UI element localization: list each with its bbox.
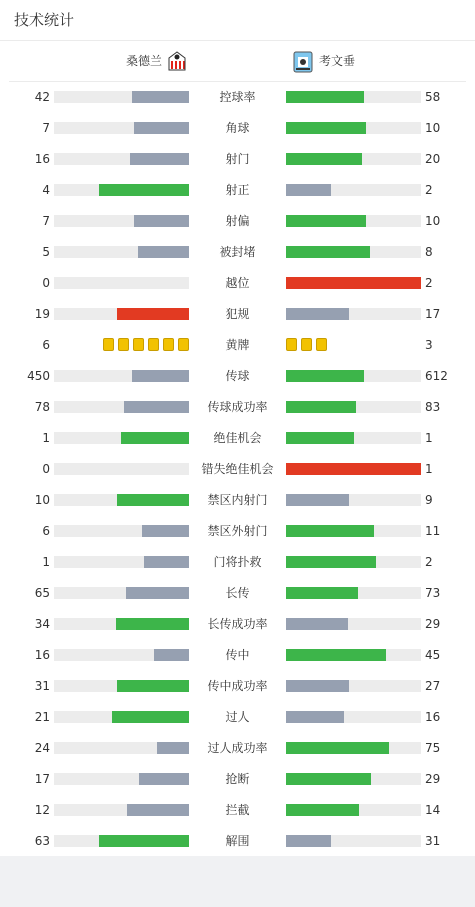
stat-row: [0, 833, 475, 849]
home-bar-fill: [132, 370, 189, 382]
stat-row: [0, 399, 475, 415]
home-bar-track: [54, 401, 189, 413]
home-value: 7: [42, 214, 50, 228]
home-bar-fill: [117, 308, 189, 320]
away-value: 1: [425, 462, 433, 476]
away-team-name: 考文垂: [319, 54, 356, 68]
header-divider: [9, 81, 466, 82]
home-bar-fill: [116, 618, 189, 630]
home-value: 7: [42, 121, 50, 135]
away-value: 75: [425, 741, 441, 755]
away-value: 20: [425, 152, 441, 166]
home-bar-fill: [138, 246, 189, 258]
away-bar-fill: [286, 618, 348, 630]
home-value: 0: [42, 462, 50, 476]
home-bar-fill: [126, 587, 189, 599]
home-bar-track: [54, 711, 189, 723]
home-bar-fill: [130, 153, 189, 165]
stat-label: 拦截: [225, 803, 250, 817]
away-bar-fill: [286, 742, 389, 754]
away-value: 2: [425, 555, 433, 569]
home-value: 6: [42, 338, 50, 352]
away-bar-track: [286, 525, 421, 537]
stat-row: [0, 120, 475, 136]
away-bar-track: [286, 587, 421, 599]
home-bar-fill: [132, 91, 189, 103]
away-bar-fill: [286, 91, 364, 103]
stat-label: 射偏: [225, 214, 250, 228]
away-bar-fill: [286, 556, 376, 568]
stat-label: 传中: [225, 648, 250, 662]
yellow-card-icon: [133, 338, 144, 351]
home-bar-fill: [142, 525, 189, 537]
home-bar-track: [54, 153, 189, 165]
yellow-card-icon: [286, 338, 297, 351]
stat-label: 角球: [225, 121, 250, 135]
stat-label: 长传: [225, 586, 250, 600]
away-bar-track: [286, 277, 421, 289]
away-bar-track: [286, 556, 421, 568]
away-bar-track: [286, 773, 421, 785]
yellow-card-icon: [301, 338, 312, 351]
away-bar-fill: [286, 525, 374, 537]
stat-label: 越位: [225, 276, 250, 290]
away-bar-fill: [286, 835, 331, 847]
home-bar-fill: [99, 184, 189, 196]
stat-row: [0, 585, 475, 601]
home-value: 24: [34, 741, 50, 755]
away-value: 1: [425, 431, 433, 445]
away-bar-track: [286, 680, 421, 692]
home-value: 1: [42, 431, 50, 445]
stat-label: 门将扑救: [213, 555, 262, 569]
home-bar-fill: [117, 494, 189, 506]
yellow-card-icon: [118, 338, 129, 351]
home-value: 1: [42, 555, 50, 569]
away-bar-track: [286, 215, 421, 227]
yellow-card-icon: [316, 338, 327, 351]
stat-label: 犯规: [225, 307, 250, 321]
home-bar-fill: [124, 401, 189, 413]
away-value: 27: [425, 679, 441, 693]
home-value: 65: [34, 586, 50, 600]
away-value: 3: [425, 338, 433, 352]
away-value: 29: [425, 772, 441, 786]
away-bar-fill: [286, 649, 386, 661]
home-value: 4: [42, 183, 50, 197]
home-value: 78: [34, 400, 50, 414]
home-value: 19: [34, 307, 50, 321]
home-bar-track: [54, 91, 189, 103]
stat-label: 黄牌: [225, 338, 250, 352]
home-bar-track: [54, 277, 189, 289]
away-bar-track: [286, 835, 421, 847]
away-bar-track: [286, 91, 421, 103]
yellow-card-icon: [163, 338, 174, 351]
away-value: 14: [425, 803, 441, 817]
stat-row: [0, 430, 475, 446]
stat-label: 错失绝佳机会: [201, 462, 274, 476]
home-value: 0: [42, 276, 50, 290]
home-bar-track: [54, 494, 189, 506]
home-bar-track: [54, 649, 189, 661]
stat-label: 传球: [225, 369, 250, 383]
away-bar-track: [286, 463, 421, 475]
away-bar-fill: [286, 463, 421, 475]
home-bar-fill: [139, 773, 189, 785]
stat-label: 传中成功率: [207, 679, 268, 693]
stat-row: [0, 337, 475, 353]
title-divider: [0, 40, 475, 41]
away-value: 58: [425, 90, 441, 104]
away-bar-track: [286, 804, 421, 816]
away-bar-track: [286, 742, 421, 754]
stat-row: [0, 647, 475, 663]
away-bar-fill: [286, 370, 364, 382]
stat-row: [0, 678, 475, 694]
stat-label: 射门: [225, 152, 250, 166]
home-value: 450: [27, 369, 50, 383]
away-value: 45: [425, 648, 441, 662]
home-bar-fill: [134, 122, 189, 134]
away-bar-track: [286, 308, 421, 320]
away-bar-fill: [286, 587, 358, 599]
home-value: 16: [34, 648, 50, 662]
home-value: 17: [34, 772, 50, 786]
stat-label: 被封堵: [219, 245, 256, 259]
stat-label: 传球成功率: [207, 400, 268, 414]
away-value: 10: [425, 121, 441, 135]
stat-row: [0, 368, 475, 384]
stat-row: [0, 244, 475, 260]
away-value: 2: [425, 276, 433, 290]
home-bar-fill: [117, 680, 189, 692]
away-bar-track: [286, 401, 421, 413]
home-value: 16: [34, 152, 50, 166]
home-bar-track: [54, 556, 189, 568]
stat-row: [0, 616, 475, 632]
home-value: 6: [42, 524, 50, 538]
home-bar-track: [54, 587, 189, 599]
home-value: 10: [34, 493, 50, 507]
away-bar-fill: [286, 308, 349, 320]
stat-label: 解围: [225, 834, 250, 848]
stat-row: [0, 771, 475, 787]
away-bar-fill: [286, 401, 356, 413]
stat-row: [0, 802, 475, 818]
away-bar-fill: [286, 711, 344, 723]
home-bar-fill: [134, 215, 189, 227]
stat-label: 绝佳机会: [213, 431, 262, 445]
stat-row: [0, 306, 475, 322]
away-bar-track: [286, 184, 421, 196]
away-bar-fill: [286, 804, 359, 816]
home-bar-fill: [144, 556, 189, 568]
away-value: 612: [425, 369, 448, 383]
away-bar-fill: [286, 432, 354, 444]
stat-label: 长传成功率: [207, 617, 268, 631]
away-bar-fill: [286, 153, 362, 165]
stat-row: [0, 554, 475, 570]
stat-label: 禁区内射门: [207, 493, 268, 507]
home-value: 63: [34, 834, 50, 848]
home-bar-track: [54, 463, 189, 475]
stat-row: [0, 709, 475, 725]
stat-label: 控球率: [219, 90, 256, 104]
page-title: 技术统计: [14, 11, 75, 29]
stat-row: [0, 461, 475, 477]
away-bar-track: [286, 649, 421, 661]
away-bar-track: [286, 122, 421, 134]
home-bar-track: [54, 804, 189, 816]
stat-row: [0, 89, 475, 105]
away-bar-track: [286, 370, 421, 382]
away-bar-fill: [286, 122, 366, 134]
away-bar-track: [286, 711, 421, 723]
stat-label: 过人成功率: [207, 741, 268, 755]
away-value: 73: [425, 586, 441, 600]
home-bar-track: [54, 835, 189, 847]
home-bar-fill: [157, 742, 189, 754]
sunderland-crest-icon: [166, 51, 188, 73]
home-bar-track: [54, 215, 189, 227]
yellow-card-icon: [148, 338, 159, 351]
stat-row: [0, 213, 475, 229]
stat-row: [0, 740, 475, 756]
away-bar-fill: [286, 494, 349, 506]
away-value: 17: [425, 307, 441, 321]
stat-label: 过人: [225, 710, 250, 724]
home-bar-track: [54, 184, 189, 196]
stat-row: [0, 275, 475, 291]
away-bar-fill: [286, 277, 421, 289]
home-value: 31: [34, 679, 50, 693]
away-value: 29: [425, 617, 441, 631]
home-bar-track: [54, 432, 189, 444]
yellow-card-icon: [103, 338, 114, 351]
away-bar-fill: [286, 773, 371, 785]
home-value: 42: [34, 90, 50, 104]
home-bar-track: [54, 618, 189, 630]
stat-label: 禁区外射门: [207, 524, 268, 538]
away-value: 31: [425, 834, 441, 848]
away-value: 11: [425, 524, 441, 538]
home-value: 34: [34, 617, 50, 631]
home-team-name: 桑德兰: [126, 54, 163, 68]
home-bar-track: [54, 525, 189, 537]
home-bar-track: [54, 122, 189, 134]
home-bar-fill: [99, 835, 189, 847]
away-bar-fill: [286, 246, 370, 258]
stat-label: 射正: [225, 183, 250, 197]
away-bar-track: [286, 432, 421, 444]
home-value: 5: [42, 245, 50, 259]
yellow-card-icon: [178, 338, 189, 351]
home-bar-fill: [121, 432, 189, 444]
away-bar-track: [286, 618, 421, 630]
away-value: 83: [425, 400, 441, 414]
home-bar-track: [54, 308, 189, 320]
home-bar-fill: [127, 804, 189, 816]
home-bar-track: [54, 742, 189, 754]
stat-row: [0, 523, 475, 539]
home-bar-track: [54, 370, 189, 382]
away-value: 2: [425, 183, 433, 197]
home-bar-fill: [154, 649, 189, 661]
home-bar-track: [54, 773, 189, 785]
coventry-crest-icon: [292, 51, 314, 73]
away-value: 8: [425, 245, 433, 259]
away-bar-fill: [286, 680, 349, 692]
away-bar-track: [286, 153, 421, 165]
away-bar-fill: [286, 215, 366, 227]
stat-row: [0, 151, 475, 167]
home-value: 12: [34, 803, 50, 817]
stat-label: 抢断: [225, 772, 250, 786]
away-bar-track: [286, 246, 421, 258]
away-bar-fill: [286, 184, 331, 196]
away-value: 10: [425, 214, 441, 228]
home-bar-track: [54, 680, 189, 692]
away-bar-track: [286, 494, 421, 506]
stat-row: [0, 492, 475, 508]
home-bar-fill: [112, 711, 189, 723]
stat-row: [0, 182, 475, 198]
away-value: 16: [425, 710, 441, 724]
home-value: 21: [34, 710, 50, 724]
away-value: 9: [425, 493, 433, 507]
home-bar-track: [54, 246, 189, 258]
